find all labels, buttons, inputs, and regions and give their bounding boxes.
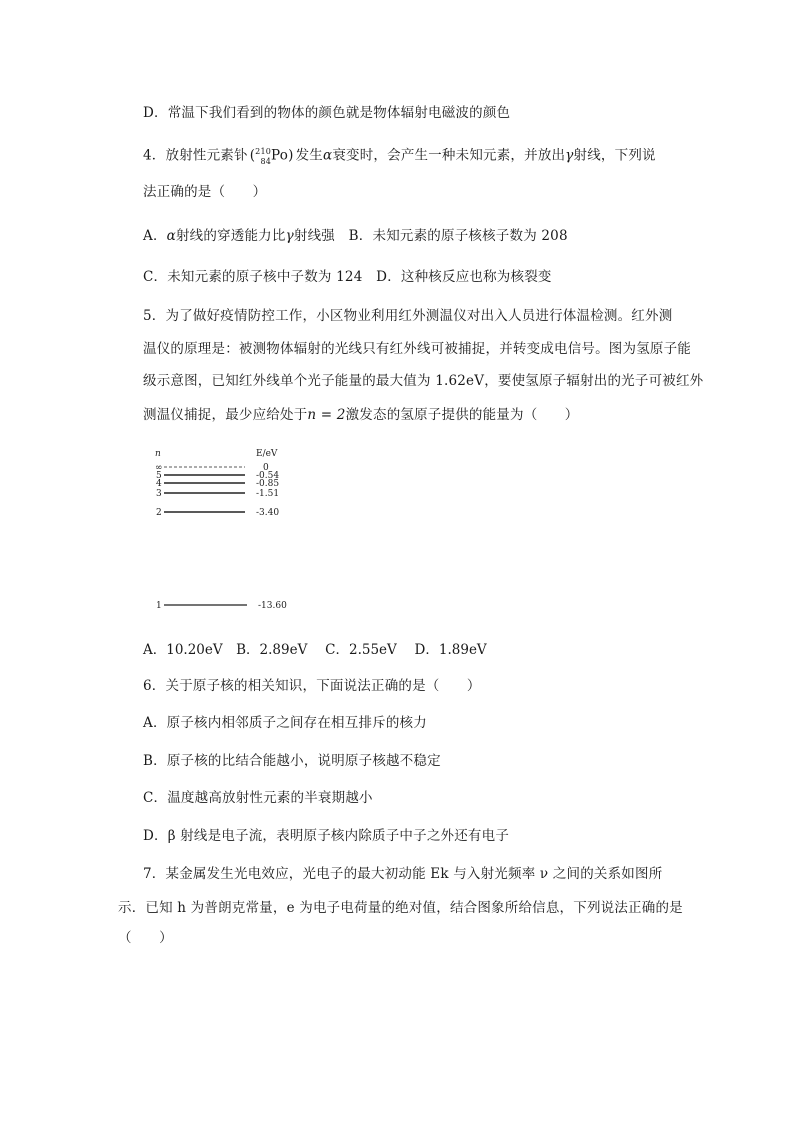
q6-stem: 6．关于原子核的相关知识，下面说法正确的是（ ） xyxy=(143,678,481,694)
level-n-3: 3 xyxy=(156,489,162,499)
level-n-5: 5 xyxy=(156,471,162,481)
q5-options: A．10.20eV B．2.89eV C．2.55eV D．1.89eV xyxy=(143,642,487,658)
q4-text-part3: 衰变时，会产生一种未知元素，并放出 xyxy=(332,147,566,164)
q5-line4-part-a: 测温仪捕捉，最少应给处于 xyxy=(143,407,308,423)
q4-stem-line1 xyxy=(143,146,656,166)
q4-text-part4: 射线，下列说 xyxy=(573,147,656,164)
q4-options-ab xyxy=(143,227,568,245)
level-e-2: -3.40 xyxy=(256,508,280,518)
q7-stem-line2: 示．已知 h 为普朗克常量，e 为电子电荷量的绝对值，结合图象所给信息，下列说法正确的是 xyxy=(118,900,683,916)
level-e-4: -0.85 xyxy=(256,479,280,489)
q6-option-d: D．β 射线是电子流，表明原子核内除质子中子之外还有电子 xyxy=(143,828,510,844)
q7-stem-line1: 7．某金属发生光电效应，光电子的最大初动能 Ek 与入射光频率 ν 之间的关系如图所 xyxy=(143,866,663,882)
alpha-symbol: α xyxy=(166,228,176,244)
gamma-symbol: γ xyxy=(285,228,294,244)
q4-option-a-prefix: A． xyxy=(143,228,167,244)
nuclide-mass-number: 210 xyxy=(255,147,272,156)
q4-text-part1: 4．放射性元素钋 xyxy=(143,147,248,164)
axis-n-label: n xyxy=(155,449,161,459)
nuclide-atomic-number: 84 xyxy=(260,157,272,166)
q5-math-n2: n = 2 xyxy=(307,407,346,423)
level-e-3: -1.51 xyxy=(256,489,280,499)
axis-e-label: E/eV xyxy=(256,449,278,459)
q5-line4-part-b: 激发态的氢原子提供的能量为（ ） xyxy=(345,407,579,423)
nuclide-polonium: (210 84Po) xyxy=(249,147,294,166)
level-n-inf: ∞ xyxy=(155,463,163,473)
q4-option-a-mid: 射线的穿透能力比 xyxy=(175,228,286,244)
level-n-1: 1 xyxy=(156,601,162,611)
gamma-symbol: γ xyxy=(565,147,574,164)
q4-text-part2: 发生 xyxy=(295,147,323,164)
q6-option-a: A．原子核内相邻质子之间存在相互排斥的核力 xyxy=(143,715,427,731)
q5-stem-line1: 5．为了做好疫情防控工作，小区物业利用红外测温仪对出入人员进行体温检测。红外测 xyxy=(143,308,673,324)
level-e-5: -0.54 xyxy=(256,471,280,481)
q4-options-cd: C．未知元素的原子核中子数为 124 D．这种核反应也称为核裂变 xyxy=(143,269,552,285)
q5-stem-line3: 级示意图，已知红外线单个光子能量的最大值为 1.62eV，要使氢原子辐射出的光子可被红外 xyxy=(143,373,704,389)
level-e-1: -13.60 xyxy=(258,601,287,611)
q6-option-c: C．温度越高放射性元素的半衰期越小 xyxy=(143,790,373,806)
q6-option-b: B．原子核的比结合能越小，说明原子核越不稳定 xyxy=(143,753,441,769)
alpha-symbol: α xyxy=(323,147,333,164)
level-n-2: 2 xyxy=(156,508,162,518)
q5-stem-line4 xyxy=(143,406,579,424)
level-e-inf: 0 xyxy=(263,463,269,473)
q7-stem-line3: （ ） xyxy=(118,930,173,946)
previous-option-d: D．常温下我们看到的物体的颜色就是物体辐射电磁波的颜色 xyxy=(143,105,511,121)
energy-level-diagram xyxy=(150,447,300,612)
q5-stem-line2: 温仪的原理是：被测物体辐射的光线只有红外线可被捕捉，并转变成电信号。图为氢原子能 xyxy=(143,341,691,357)
q4-option-a-b-end: 射线强 B．未知元素的原子核核子数为 208 xyxy=(293,228,568,244)
level-n-4: 4 xyxy=(156,479,162,489)
q4-stem-line2: 法正确的是（ ） xyxy=(143,184,267,200)
nuclide-symbol: Po xyxy=(271,147,289,164)
